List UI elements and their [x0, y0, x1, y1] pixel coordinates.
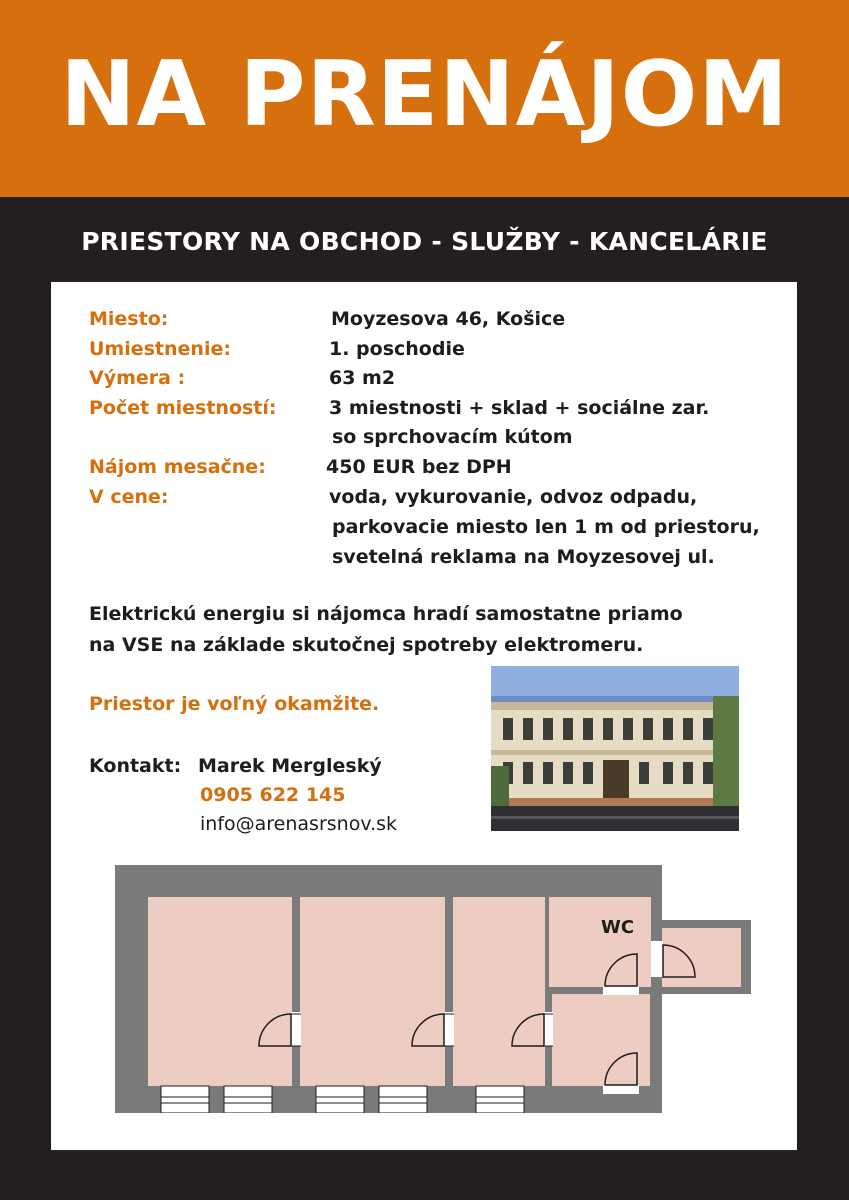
rooms-label: Počet miestností: [89, 397, 277, 419]
rent-value: 450 EUR bez DPH [326, 456, 512, 478]
detail-rent [89, 452, 789, 482]
room-1 [148, 897, 292, 1086]
subtitle: PRIESTORY NA OBCHOD - SLUŽBY - KANCELÁRIE [81, 227, 768, 256]
wc-room [549, 897, 651, 987]
building-photo-illustration [491, 666, 739, 831]
place-value: Moyzesova 46, Košice [331, 308, 566, 330]
info-card [51, 282, 797, 1150]
detail-rooms-cont [89, 422, 789, 452]
detail-area [89, 363, 789, 393]
floor-plan [115, 865, 751, 1113]
rooms-value: 3 miestnosti + sklad + sociálne zar. [329, 397, 710, 419]
detail-place [89, 304, 789, 334]
building-photo [491, 666, 739, 831]
wc-label: WC [601, 917, 635, 938]
banner-title: NA PRENÁJOM [60, 42, 789, 147]
contact-phone[interactable]: 0905 622 145 [200, 784, 346, 806]
availability-text: Priestor je voľný okamžite. [89, 693, 380, 715]
included-value-line3: svetelná reklama na Moyzesovej ul. [332, 546, 715, 568]
area-label: Výmera : [89, 367, 186, 389]
detail-rooms [89, 393, 789, 423]
header-banner [0, 0, 849, 197]
detail-location [89, 334, 789, 364]
contact-email[interactable]: info@arenasrsnov.sk [200, 813, 398, 835]
electricity-line1: Elektrickú energiu si nájomca hradí samostatne priamo [89, 603, 683, 625]
area-value: 63 m2 [329, 367, 396, 389]
room-2 [300, 897, 445, 1086]
room-3 [453, 897, 545, 1086]
detail-included [89, 482, 789, 512]
included-value-line2: parkovacie miesto len 1 m od priestoru, [332, 516, 760, 538]
rooms-value-line2: so sprchovacím kútom [332, 426, 573, 448]
storage-room [552, 994, 650, 1086]
electricity-line2: na VSE na základe skutočnej spotreby elektromeru. [89, 634, 644, 656]
detail-included-cont2 [89, 542, 789, 572]
included-label: V cene: [89, 486, 169, 508]
rent-label: Nájom mesačne: [89, 456, 266, 478]
shower-room [662, 928, 741, 987]
place-label: Miesto: [89, 308, 169, 330]
contact-name: Marek Mergleský [198, 755, 382, 777]
detail-included-cont [89, 512, 789, 542]
location-label: Umiestnenie: [89, 338, 231, 360]
included-value: voda, vykurovanie, odvoz odpadu, [329, 486, 698, 508]
location-value: 1. poschodie [329, 338, 465, 360]
contact-label: Kontakt: [89, 755, 182, 777]
